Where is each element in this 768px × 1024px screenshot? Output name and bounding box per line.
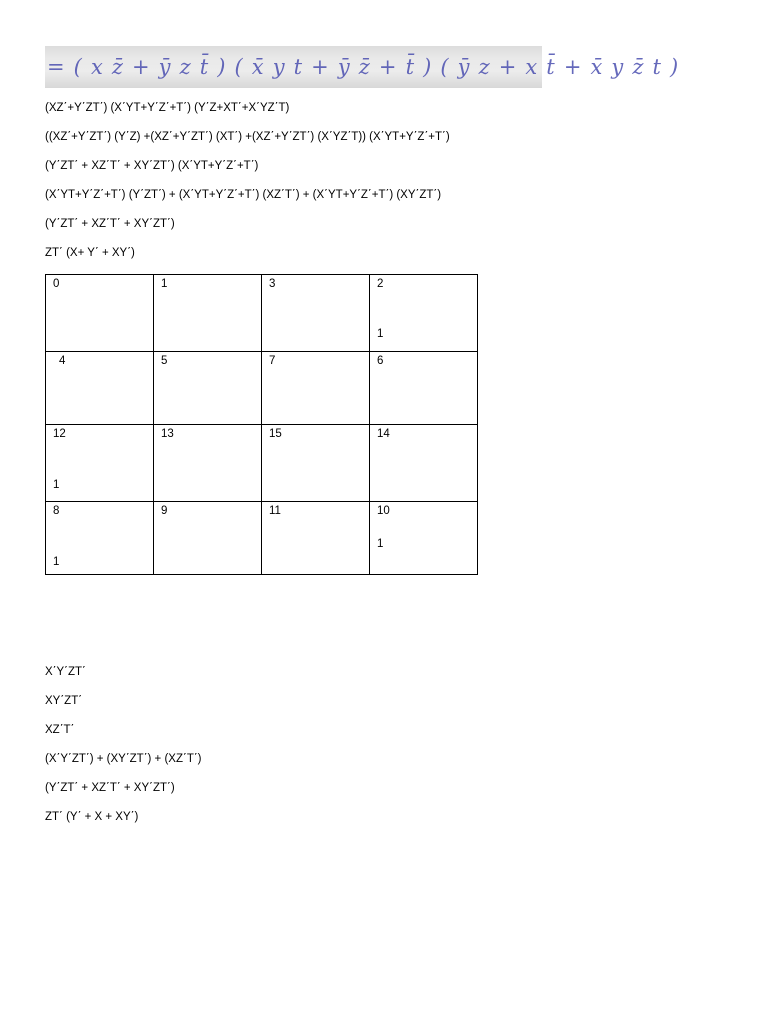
kmap-row (46, 502, 478, 575)
kmap-cell (154, 352, 262, 425)
kmap-cell (262, 502, 370, 575)
derivation-line-1: (XZ΄+Y΄ZT΄) (X΄YT+Y΄Z΄+T΄) (Y΄Z+XT΄+X΄YZ΄T) (45, 102, 290, 114)
cell-index: 11 (269, 505, 281, 517)
derivation-line-6: ZT΄ (X+ Y΄ + XY΄) (45, 247, 135, 259)
derivation-line-2: ((XZ΄+Y΄ZT΄) (Y΄Z) +(XZ΄+Y΄ZT΄) (XT΄) +(XZ΄+Y΄ZT΄) (X΄YZ΄T)) (X΄YT+Y΄Z΄+T΄) (45, 131, 450, 143)
cell-index: 9 (161, 505, 168, 517)
kmap-row (46, 425, 478, 502)
cell-index: 0 (53, 278, 60, 290)
cell-index: 4 (59, 355, 66, 367)
cell-value: 1 (377, 538, 384, 550)
kmap-cell (46, 352, 154, 425)
cell-index: 6 (377, 355, 384, 367)
cell-index: 3 (269, 278, 276, 290)
kmap-row (46, 352, 478, 425)
kmap-row (46, 275, 478, 352)
kmap-cell (370, 275, 478, 352)
cell-index: 2 (377, 278, 384, 290)
kmap-cell (154, 275, 262, 352)
cell-value: 1 (53, 479, 60, 491)
kmap-cell (46, 425, 154, 502)
karnaugh-map (45, 274, 478, 575)
derivation-line-3: (Y΄ZT΄ + XZ΄T΄ + XY΄ZT΄) (X΄YT+Y΄Z΄+T΄) (45, 160, 259, 172)
kmap-cell (262, 352, 370, 425)
kmap-cell (46, 275, 154, 352)
cell-index: 15 (269, 428, 282, 440)
kmap-cell (370, 425, 478, 502)
kmap-cell (262, 275, 370, 352)
derivation-line-5: (Y΄ZT΄ + XZ΄T΄ + XY΄ZT΄) (45, 218, 175, 230)
cell-index: 12 (53, 428, 66, 440)
cell-index: 14 (377, 428, 390, 440)
result-line-2: XY΄ZT΄ (45, 695, 83, 707)
kmap-cell (46, 502, 154, 575)
derivation-line-4: (X΄YT+Y΄Z΄+T΄) (Y΄ZT΄) + (X΄YT+Y΄Z΄+T΄) (XZ΄T΄) + (X΄YT+Y΄Z΄+T΄) (XY΄ZT΄) (45, 189, 442, 201)
cell-index: 5 (161, 355, 168, 367)
result-line-4: (X΄Y΄ZT΄) + (XY΄ZT΄) + (XZ΄T΄) (45, 753, 202, 765)
cell-index: 7 (269, 355, 276, 367)
handwritten-equation-text: = ( x z̄ + ȳ z t̄ ) ( x̄ y t + ȳ z̄ + t̄ ) ( ȳ z + x t̄ + x̄ y z̄ t ) (47, 55, 680, 79)
result-line-3: XZ΄T΄ (45, 724, 75, 736)
cell-value: 1 (53, 556, 60, 568)
cell-index: 10 (377, 505, 390, 517)
kmap-cell (154, 502, 262, 575)
cell-index: 8 (53, 505, 60, 517)
kmap-cell (154, 425, 262, 502)
cell-index: 13 (161, 428, 174, 440)
kmap-cell (370, 502, 478, 575)
handwritten-equation-image (45, 46, 680, 88)
kmap-cell (262, 425, 370, 502)
cell-value: 1 (377, 328, 384, 340)
cell-index: 1 (161, 278, 168, 290)
result-line-5: (Y΄ZT΄ + XZ΄T΄ + XY΄ZT΄) (45, 782, 175, 794)
kmap-cell (370, 352, 478, 425)
result-line-6: ZT΄ (Y΄ + X + XY΄) (45, 811, 139, 823)
result-line-1: X΄Y΄ZT΄ (45, 666, 86, 678)
